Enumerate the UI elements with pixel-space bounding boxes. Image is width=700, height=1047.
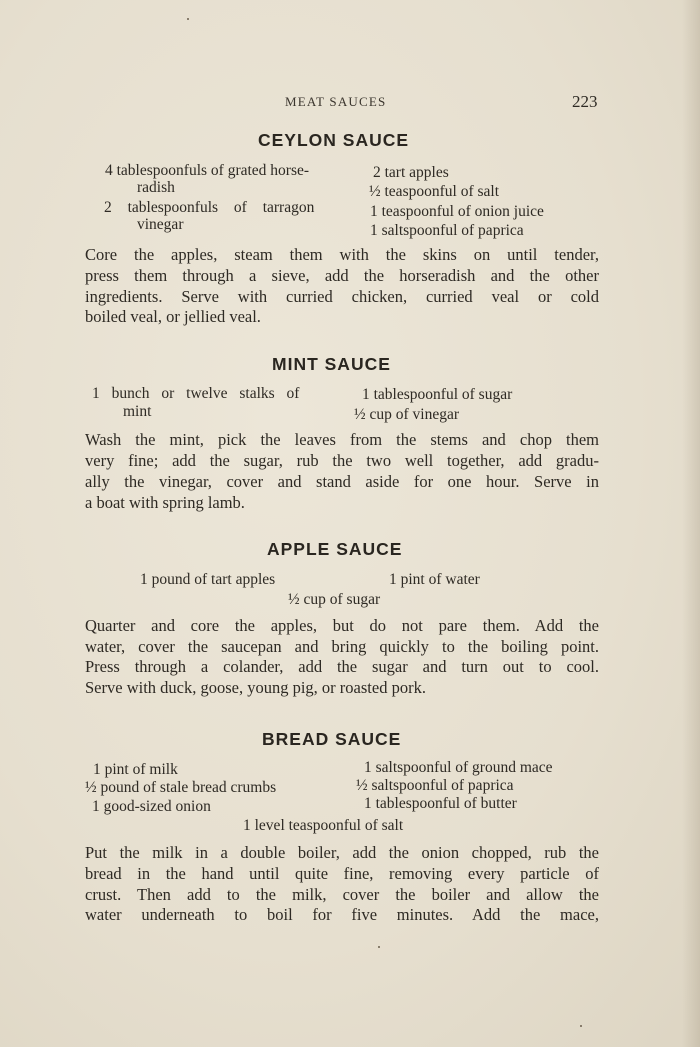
ingredient: 1 level teaspoonful of salt xyxy=(243,817,404,834)
directions-line: crust. Then add to the milk, cover the boiler and allow the xyxy=(85,885,599,904)
ingredient: ½ teaspoonful of salt xyxy=(369,183,500,200)
directions-line: water underneath to boil for five minutes. Add the mace, xyxy=(85,905,599,924)
directions-line: Quarter and core the apples, but do not pare them. Add the xyxy=(85,616,599,635)
ingredient: 1 pint of water xyxy=(389,571,480,588)
ingredient: 1 pint of milk xyxy=(93,761,178,778)
recipe-title-mint-sauce: MINT SAUCE xyxy=(272,354,391,374)
running-head: MEAT SAUCES xyxy=(285,94,387,109)
ingredient: 1 tablespoonful of sugar xyxy=(362,386,513,403)
directions-line: a boat with spring lamb. xyxy=(85,493,245,512)
page-number: 223 xyxy=(572,92,598,111)
ingredient: mint xyxy=(123,403,152,420)
ingredient: ½ cup of sugar xyxy=(288,591,381,608)
directions-line: ingredients. Serve with curried chicken, curried veal or cold xyxy=(85,287,599,306)
ingredient: 1 saltspoonful of paprica xyxy=(370,222,524,239)
ingredient: 1 bunch or twelve stalks of xyxy=(92,385,300,402)
directions-line: boiled veal, or jellied veal. xyxy=(85,307,261,326)
paper-speck xyxy=(580,1025,582,1027)
directions-line: water, cover the saucepan and bring quickly to the boiling point. xyxy=(85,637,599,656)
directions-line: bread in the hand until quite fine, removing every particle of xyxy=(85,864,599,883)
recipe-title-bread-sauce: BREAD SAUCE xyxy=(262,729,402,749)
ingredient: 1 tablespoonful of butter xyxy=(364,795,517,812)
ingredient: ½ cup of vinegar xyxy=(354,406,460,423)
directions-line: press them through a sieve, add the horseradish and the other xyxy=(85,266,599,285)
directions-line: Press through a colander, add the sugar and turn out to cool. xyxy=(85,657,599,676)
directions-line: Wash the mint, pick the leaves from the stems and chop them xyxy=(85,430,599,449)
directions-line: Core the apples, steam them with the skins on until tender, xyxy=(85,245,599,264)
ingredient: ½ pound of stale bread crumbs xyxy=(85,779,277,796)
ingredient: 2 tart apples xyxy=(373,164,449,181)
recipe-title-apple-sauce: APPLE SAUCE xyxy=(267,539,403,559)
ingredient: vinegar xyxy=(137,216,184,233)
directions-line: ally the vinegar, cover and stand aside for one hour. Serve in xyxy=(85,472,599,491)
ingredient: ½ saltspoonful of paprica xyxy=(356,777,514,794)
ingredient: 4 tablespoonfuls of grated horse- xyxy=(105,162,310,179)
ingredient: 1 pound of tart apples xyxy=(140,571,276,588)
paper-speck xyxy=(378,946,380,948)
directions-line: Put the milk in a double boiler, add the onion chopped, rub the xyxy=(85,843,599,862)
paper-speck xyxy=(187,18,189,20)
directions-line: very fine; add the sugar, rub the two well together, add gradu- xyxy=(85,451,599,470)
directions-line: Serve with duck, goose, young pig, or roasted pork. xyxy=(85,678,426,697)
ingredient: 1 saltspoonful of ground mace xyxy=(364,759,553,776)
ingredient: 1 good-sized onion xyxy=(92,798,211,815)
ingredient: radish xyxy=(137,179,175,196)
recipe-title-ceylon-sauce: CEYLON SAUCE xyxy=(258,130,410,150)
page-edge-shadow xyxy=(682,0,700,1047)
ingredient: 1 teaspoonful of onion juice xyxy=(370,203,544,220)
ingredient: 2 tablespoonfuls of tarragon xyxy=(104,199,315,216)
